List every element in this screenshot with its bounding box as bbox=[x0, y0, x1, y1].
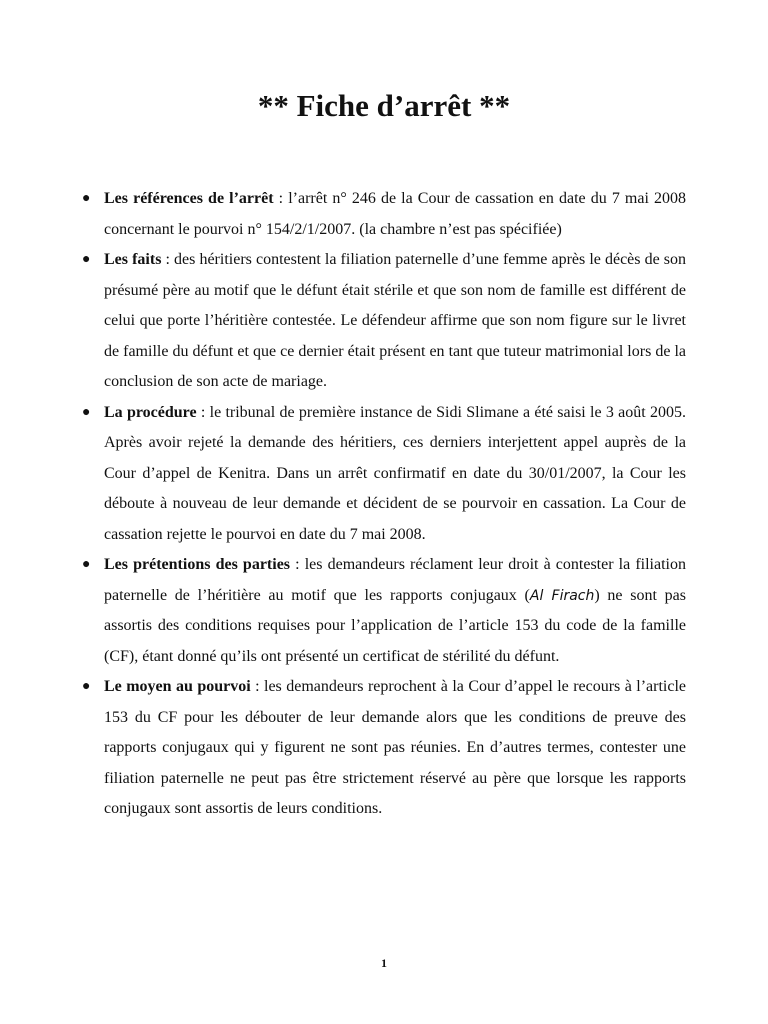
page-title: ** Fiche d’arrêt ** bbox=[257, 88, 511, 123]
item-label: La procédure bbox=[104, 403, 197, 421]
bullet-icon: ● bbox=[82, 679, 91, 694]
list-item-moyen bbox=[82, 672, 687, 825]
list-item-references bbox=[82, 184, 687, 245]
item-label: Le moyen au pourvoi bbox=[104, 678, 251, 695]
item-text: : l’arrêt n° 246 de la Cour de cassation en date du 7 mai 2008 concernant le pourvoi n° 154/2/1/2007. (la chambre n’est pas spécifiée) bbox=[104, 190, 687, 238]
item-text: : le tribunal de première instance de Sidi Slimane a été saisi le 3 août 2005. Après avoir rejeté la demande des héritiers, ces derniers interjettent appel auprès de la Cour d’appel de Kenitra. Dans un arrêt confirmatif en date du 30/01/2007, la Cour les déboute à nouveau de leur demande et décident de se pourvoir en cassation. La Cour de cassation rejette le pourvoi en date du 7 mai 2008. bbox=[104, 403, 687, 543]
italic-term: Al Firach bbox=[529, 587, 595, 604]
bullet-icon: ● bbox=[82, 252, 91, 267]
bullet-icon: ● bbox=[82, 404, 91, 420]
list-item-faits bbox=[82, 245, 686, 398]
item-label: Les faits bbox=[104, 251, 162, 268]
bullet-icon: ● bbox=[82, 557, 91, 572]
item-text: : des héritiers contestent la filiation paternelle d’une femme après le décès de son présumé père au motif que le défunt était stérile et que son nom de famille est différent de celui que porte l’héritière contestée. Le défendeur affirme que son nom figure sur le livret de famille du défunt et que ce dernier était présent en tant que tuteur matrimonial lors de la conclusion de son acte de mariage. bbox=[104, 251, 686, 390]
item-text-before: : les demandeurs réclament leur droit à contester la filiation paternelle de l’héritière au motif que les rapports conjugaux ( bbox=[104, 556, 686, 604]
list-item-procedure bbox=[82, 398, 687, 551]
bullet-icon: ● bbox=[82, 191, 91, 206]
item-label: Les prétentions des parties bbox=[104, 556, 291, 573]
bullet-list bbox=[82, 184, 687, 825]
item-text-after: ) ne sont pas assortis des conditions requises pour l’application de l’article 153 du code de la famille (CF), étant donné qu’ils ont présenté un certificat de stérilité du défunt. bbox=[104, 586, 686, 665]
item-text: : les demandeurs reprochent à la Cour d’appel le recours à l’article 153 du CF pour les débouter de leur demande alors que les conditions de preuve des rapports conjugaux qui y figurent ne sont pas réunies. En d’autres termes, contester une filiation paternelle ne peut pas être strictement réservé au père que lorsque les rapports conjugaux sont assortis de leurs conditions. bbox=[104, 678, 687, 817]
list-item-pretentions bbox=[82, 550, 686, 672]
item-label: Les références de l’arrêt bbox=[104, 190, 274, 207]
page-number: 1 bbox=[381, 956, 387, 970]
